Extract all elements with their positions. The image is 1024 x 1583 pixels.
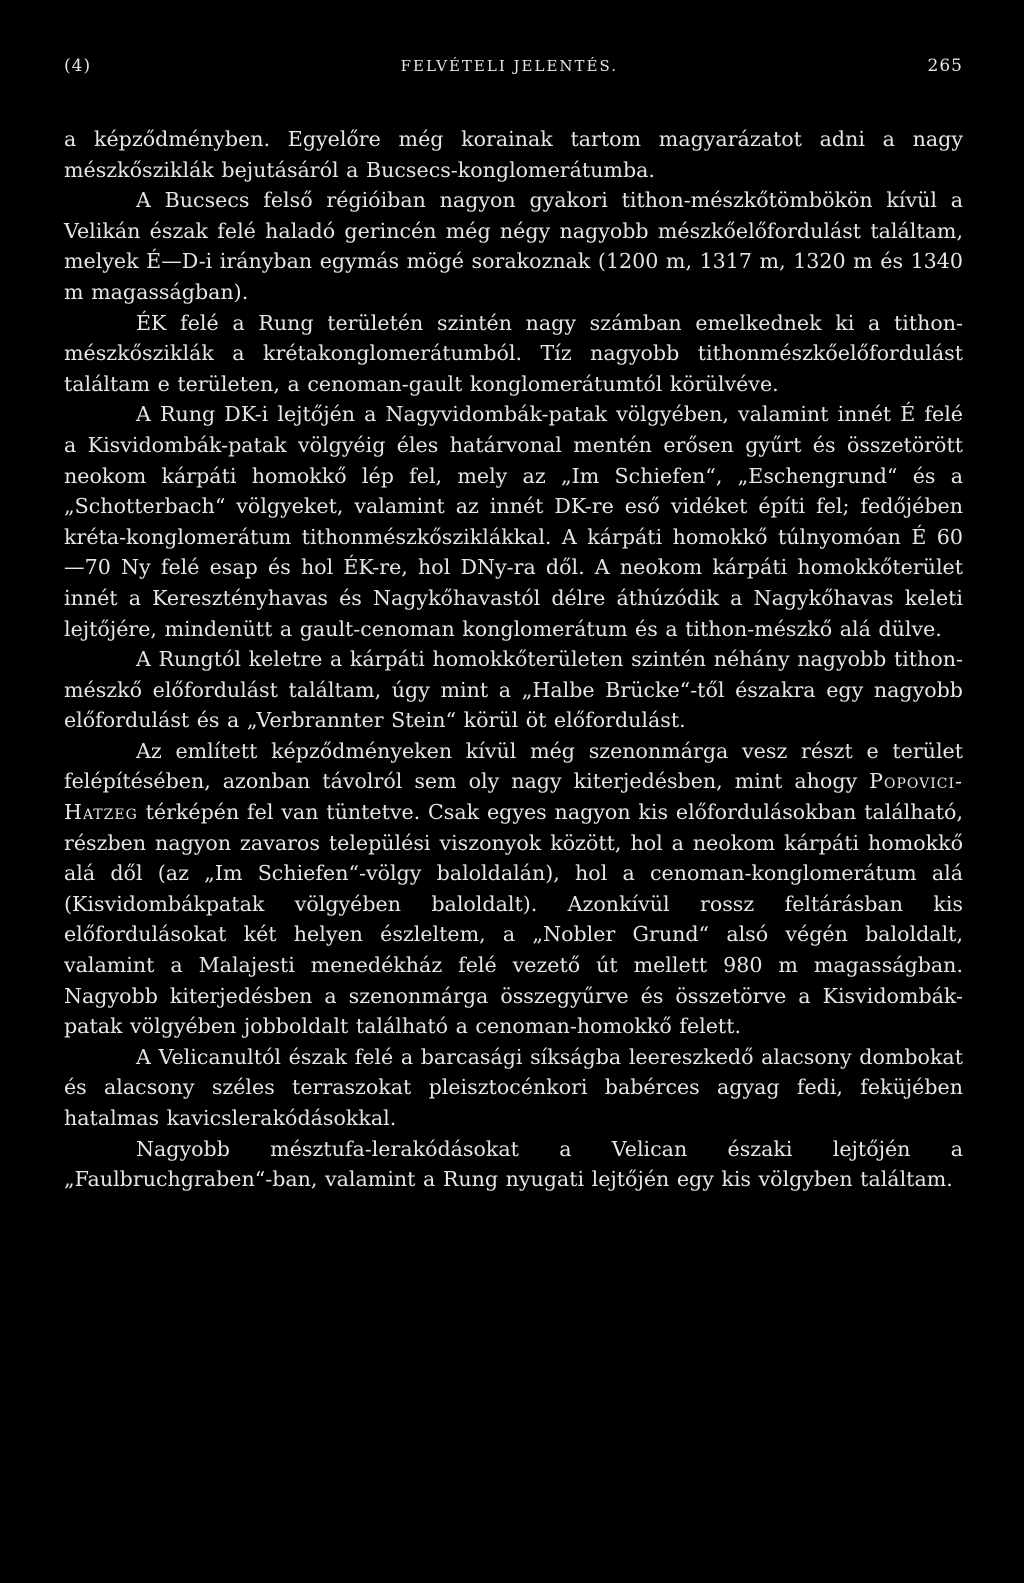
paragraph-continuation: a képződményben. Egyelőre még korainak tartom magyarázatot adni a nagy mészkősziklák bejutásáról a Bucsecs-konglomerátumba. — [64, 127, 963, 182]
running-head — [64, 56, 963, 76]
paragraph-rung-ek: ÉK felé a Rung területén szintén nagy számban emelkednek ki a tithon-mészkősziklák a krétakonglomerátumból. Tíz nagyobb tithonmészkőelőfordulást találtam e területen, a cenoman-gault konglomerátumtól körülvéve. — [64, 310, 963, 396]
running-title: FELVÉTELI JELENTÉS. — [400, 57, 619, 75]
paragraph-mesztufa: Nagyobb mésztufa-lerakódásokat a Velican északi lejtőjén a „Faulbruchgraben“-ban, valamint a Rung nyugati lejtőjén egy kis völgyben találtam. — [64, 1136, 963, 1192]
author-name: Popovici-Hatzeg — [64, 769, 963, 825]
paragraph-velicanul: A Velicanultól észak felé a barcasági síkságba leereszkedő alacsony dombokat és alacsony széles terraszokat pleisztocénkori babérces agyag fedi, feküjében hatalmas kavicslerakódásokkal. — [64, 1044, 963, 1130]
body-text — [64, 124, 963, 1195]
section-number: (4) — [64, 56, 92, 76]
szenonmarga-text-after: térképén fel van tüntetve. Csak egyes nagyon kis előfordulásokban található, részben nagyon zavaros települési viszonyok között, hol a neokom kárpáti homokkő alá dől (az „Im Schiefen“-völgy baloldalán), hol a cenoman-konglomerátum alá (Kisvidombákpatak völgyében baloldalt). Azonkívül rossz feltárásban kis előfordulásokat két helyen észleltem, a „Nobler Grund“ alsó végén baloldalt, valamint a Malajesti menedékház felé vezető út mellett 980 m magasságban. Nagyobb kiterjedésben a szenonmárga összegyűrve és összetörve a Kisvidombák-patak völgyében jobboldalt található a cenoman-homokkő felett. — [64, 800, 963, 1039]
paragraph-bucsecs: A Bucsecs felső régióiban nagyon gyakori tithon-mészkőtömbökön kívül a Velikán észak felé haladó gerincén még négy nagyobb mészkőelőfordulást találtam, melyek É—D-i irányban egymás mögé sorakoznak (1200 m, 1317 m, 1320 m és 1340 m magasságban). — [64, 188, 963, 304]
paragraph-rung-kelet: A Rungtól keletre a kárpáti homokkőterületen szintén néhány nagyobb tithon-mészkő előfordulást találtam, úgy mint a „Halbe Brücke“-től északra egy nagyobb előfordulást és a „Verbrannter Stein“ körül öt előfordulást. — [64, 647, 963, 733]
paragraph-rung-dk: A Rung DK-i lejtőjén a Nagyvidombák-patak völgyében, valamint innét É felé a Kisvidombák-patak völgyéig éles határvonal mentén erősen gyűrt és összetörött neokom kárpáti homokkő lép fel, mely az „Im Schiefen“, „Eschengrund“ és a „Schotterbach“ völgyeket, valamint az innét DK-re eső vidéket építi fel; fedőjében kréta-konglomerátum tithonmészkősziklákkal. A kárpáti homokkő túlnyomóan É 60—70 Ny felé esap és hol ÉK-re, hol DNy-ra dől. A neokom kárpáti homokkőterület innét a Keresztényhavas és Nagykőhavastól délre áthúzódik a Nagykőhavas keleti lejtőjére, mindenütt a gault-cenoman konglomerátum és a tithon-mészkő alá dülve. — [64, 402, 963, 641]
paragraph-szenonmarga — [64, 736, 963, 1042]
szenonmarga-text-before: Az említett képződményeken kívül még szenonmárga vesz részt e terület felépítésében, azonban távolról sem oly nagy kiterjedésben, mint ahogy — [64, 738, 963, 794]
page-number: 265 — [927, 56, 963, 76]
